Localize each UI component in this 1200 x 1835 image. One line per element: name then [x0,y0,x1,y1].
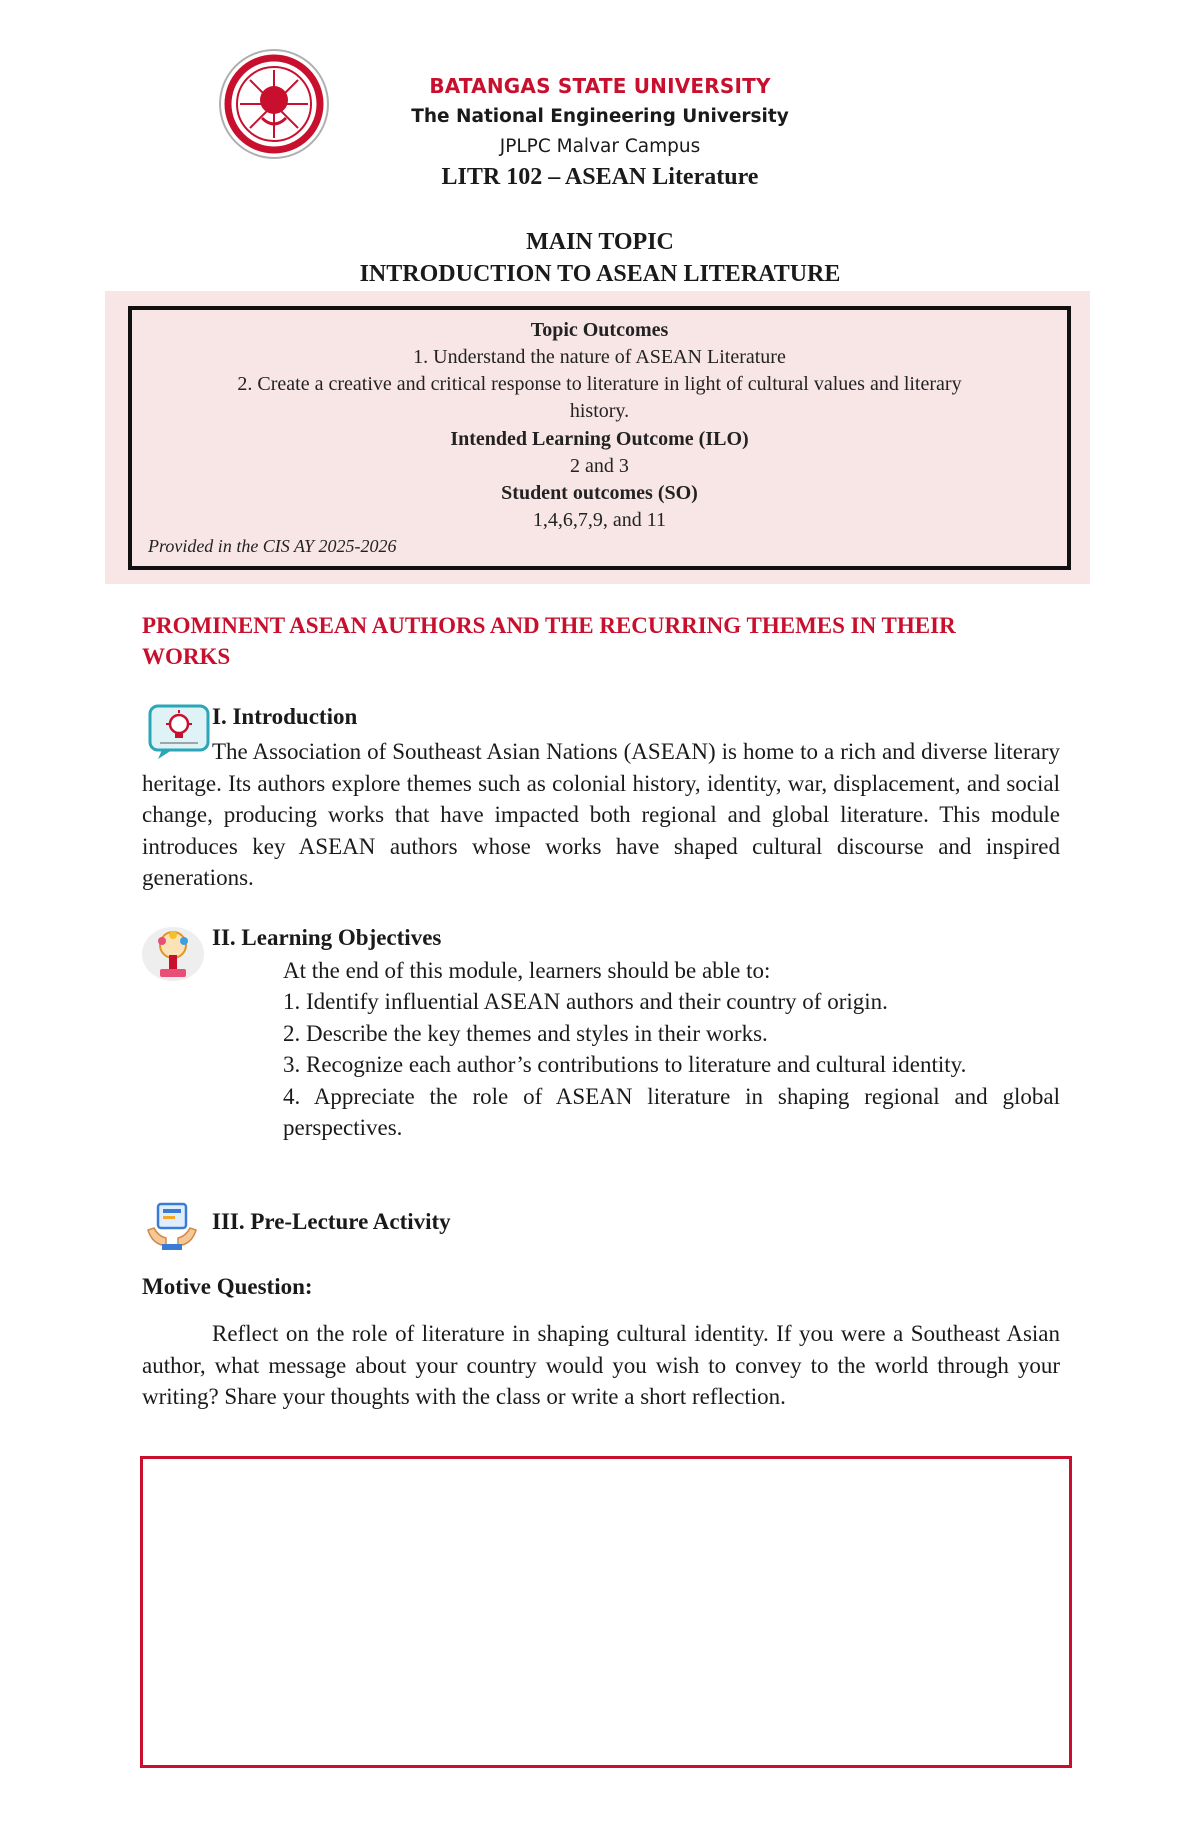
reflection-answer-box[interactable] [140,1456,1072,1768]
university-name: BATANGAS STATE UNIVERSITY [429,74,771,98]
objectives-lead: At the end of this module, learners should be able to: [283,958,771,983]
campus-name: JPLPC Malvar Campus [499,136,701,157]
objectives-list [283,986,1060,1144]
introduction-paragraph [142,736,1060,894]
university-tagline: The National Engineering University [411,106,789,127]
section-heading: PROMINENT ASEAN AUTHORS AND THE RECURRING THEMES IN THEIR WORKS [142,613,956,669]
objectives-heading: II. Learning Objectives [212,925,442,950]
topic-outcomes-label: Topic Outcomes [530,319,669,341]
objective-item-4: 4. Appreciate the role of ASEAN literature in shaping regional and global perspectives. [283,1083,1060,1140]
introduction-text: The Association of Southeast Asian Nations (ASEAN) is home to a rich and diverse literary heritage. Its authors explore themes such as colonial history, identity, war, displacement, and social change, producing works that have impacted both regional and global literature. This module introduces key ASEAN authors whose works have shaped cultural discourse and inspired generations. [142,739,1060,890]
pre-lecture-heading: III. Pre-Lecture Activity [212,1209,451,1234]
motive-question-label: Motive Question: [142,1274,313,1299]
outcomes-box [128,306,1071,570]
provided-note: Provided in the CIS AY 2025-2026 [148,536,397,556]
outcome-2-line-2: history. [569,400,630,422]
main-topic-title: INTRODUCTION TO ASEAN LITERATURE [359,261,841,287]
reflection-paragraph: Reflect on the role of literature in shaping cultural identity. If you were a Southeast Asian author, what message about your country would you wish to convey to the world through your writing? Share your thoughts with the class or write a short reflection. [142,1321,1060,1409]
so-value: 1,4,6,7,9, and 11 [532,509,667,531]
course-title: LITR 102 – ASEAN Literature [441,164,759,190]
ilo-label: Intended Learning Outcome (ILO) [450,428,749,450]
hands-screen-icon [144,1200,200,1252]
brain-tree-icon [140,925,206,983]
outcome-2-line-1: 2. Create a creative and critical response to literature in light of cultural values and literary [237,373,962,395]
objective-item-3: 3. Recognize each author’s contributions to literature and cultural identity. [283,1052,967,1077]
objective-item-2: 2. Describe the key themes and styles in their works. [283,1020,768,1046]
ilo-value: 2 and 3 [570,455,629,477]
introduction-heading: I. Introduction [212,704,358,729]
outcome-1: 1. Understand the nature of ASEAN Literature [413,346,786,368]
so-label: Student outcomes (SO) [501,482,698,504]
main-topic-label: MAIN TOPIC [526,229,674,255]
objective-item-1: 1. Identify influential ASEAN authors and their country of origin. [283,989,888,1014]
